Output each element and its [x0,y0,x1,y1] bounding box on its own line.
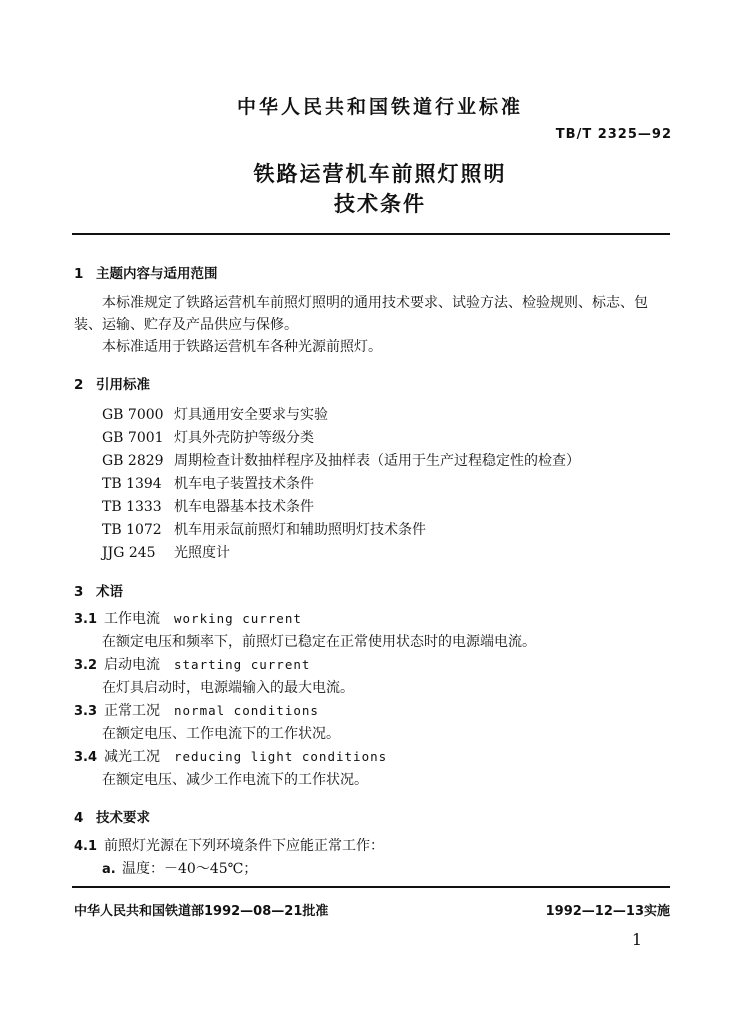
reference-code: GB 7001 [102,430,164,446]
term-number: 3.1 [74,612,98,627]
reference-item [102,450,580,470]
section-1-number: 1 [74,266,84,282]
document-title-line2: 技术条件 [334,192,426,216]
term-definition: 在额定电压和频率下，前照灯已稳定在正常使用状态时的电源端电流。 [102,634,536,650]
section-1-heading [74,262,218,282]
term-number: 3.3 [74,704,98,719]
reference-title: 灯具外壳防护等级分类 [174,430,314,446]
section-3-title: 术语 [96,584,123,600]
reference-title: 机车电子装置技术条件 [174,476,314,492]
section-4-heading [74,806,150,826]
term-heading [74,654,310,674]
org-title: 中华人民共和国铁道行业标准 [236,96,523,118]
clause-text: 前照灯光源在下列环境条件下应能正常工作： [104,838,384,854]
reference-item [102,473,314,493]
approval-line: 中华人民共和国铁道部1992—08—21批准 [74,904,329,919]
section-1-para1-line1: 本标准规定了铁路运营机车前照灯照明的通用技术要求、试验方法、检验规则、标志、包 [102,295,648,311]
reference-code: TB 1394 [102,476,162,492]
list-text: 温度：－40～45℃； [122,861,258,877]
term-number: 3.2 [74,658,98,673]
footer-divider [72,886,670,888]
title-divider [72,233,670,235]
effective-date: 1992—12—13实施 [545,904,670,919]
term-definition: 在灯具启动时，电源端输入的最大电流。 [102,680,354,696]
section-4-number: 4 [74,810,84,826]
reference-item [102,427,314,447]
term-definition: 在额定电压、减少工作电流下的工作状况。 [102,772,368,788]
reference-title: 机车用汞氙前照灯和辅助照明灯技术条件 [174,522,426,538]
section-3-number: 3 [74,584,84,600]
reference-code: TB 1072 [102,522,162,538]
term-english: starting current [174,657,311,672]
term-chinese: 正常工况 [104,703,160,719]
clause-number: 4.1 [74,839,98,854]
term-number: 3.4 [74,750,98,765]
section-2-number: 2 [74,377,84,393]
clause-4-1 [74,835,384,855]
reference-item [102,519,426,539]
reference-code: JJG 245 [102,545,156,561]
term-heading [74,746,387,766]
term-chinese: 工作电流 [104,611,160,627]
term-english: normal conditions [174,703,319,718]
page-number: 1 [631,930,642,949]
term-chinese: 启动电流 [104,657,160,673]
reference-item [102,496,314,516]
section-1-para1-line2: 装、运输、贮存及产品供应与保修。 [74,317,298,333]
standard-number: TB/T 2325—92 [555,127,672,142]
term-heading [74,608,302,628]
term-definition: 在额定电压、工作电流下的工作状况。 [102,726,340,742]
term-english: reducing light conditions [174,749,388,764]
reference-item [102,542,230,562]
reference-title: 周期检查计数抽样程序及抽样表（适用于生产过程稳定性的检查） [174,453,580,469]
reference-code: GB 7000 [102,407,164,423]
reference-title: 灯具通用安全要求与实验 [174,407,328,423]
section-1-title: 主题内容与适用范围 [96,266,218,282]
reference-title: 光照度计 [174,545,230,561]
term-heading [74,700,319,720]
section-3-heading [74,580,123,600]
section-2-heading [74,373,150,393]
reference-title: 机车电器基本技术条件 [174,499,314,515]
term-english: working current [174,611,302,626]
list-label: a. [102,862,116,877]
section-1-para2: 本标准适用于铁路运营机车各种光源前照灯。 [102,339,382,355]
term-chinese: 减光工况 [104,749,160,765]
reference-code: GB 2829 [102,453,164,469]
reference-item [102,404,328,424]
section-4-title: 技术要求 [96,810,150,826]
clause-4-1-a [102,858,257,878]
document-title-line1: 铁路运营机车前照灯照明 [253,162,507,186]
section-2-title: 引用标准 [96,377,150,393]
reference-code: TB 1333 [102,499,162,515]
